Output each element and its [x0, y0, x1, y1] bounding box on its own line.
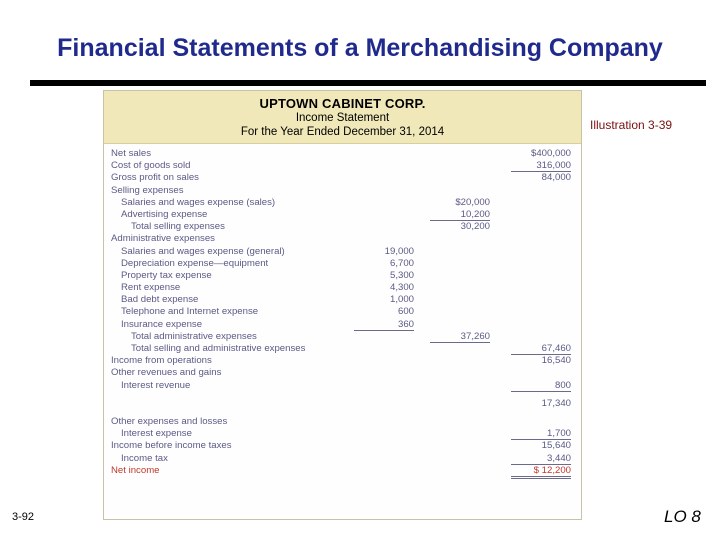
income-statement — [103, 90, 582, 520]
statement-row — [104, 398, 581, 410]
statement-row — [104, 172, 581, 184]
row-amount: 67,460 — [511, 343, 571, 355]
statement-row — [104, 270, 581, 282]
row-label: Advertising expense — [121, 208, 208, 220]
row-amount: $20,000 — [455, 196, 490, 208]
statement-row — [104, 465, 581, 477]
row-amount: 10,200 — [430, 209, 490, 221]
statement-period: For the Year Ended December 31, 2014 — [240, 126, 445, 138]
row-label: Administrative expenses — [111, 233, 215, 245]
row-amount: 1,000 — [389, 294, 414, 306]
row-label: Net income — [111, 464, 160, 476]
statement-row — [104, 209, 581, 221]
row-amount: $400,000 — [530, 148, 571, 159]
row-label: Depreciation expense—equipment — [121, 257, 269, 269]
statement-row — [104, 440, 581, 452]
row-label: Interest expense — [121, 428, 192, 440]
row-amount: $ 12,200 — [511, 465, 571, 479]
row-amount: 360 — [354, 319, 414, 331]
row-amount: 84,000 — [541, 172, 571, 184]
row-label: Income before income taxes — [111, 440, 232, 452]
row-label: Income tax — [121, 452, 168, 464]
row-label: Rent expense — [121, 282, 181, 294]
row-label: Other revenues and gains — [111, 367, 222, 379]
row-amount: 16,540 — [541, 355, 571, 367]
row-label: Selling expenses — [111, 184, 184, 196]
row-label: Other expenses and losses — [111, 415, 228, 427]
statement-row — [104, 306, 581, 318]
page-number: 3-92 — [12, 511, 35, 523]
row-amount: 6,700 — [389, 257, 414, 269]
statement-row — [104, 282, 581, 294]
row-label: Income from operations — [111, 355, 212, 367]
row-label: Telephone and Internet expense — [121, 306, 259, 318]
row-amount: 600 — [397, 306, 414, 318]
statement-row — [104, 221, 581, 233]
row-label: Cost of goods sold — [111, 160, 191, 172]
row-amount: 37,260 — [430, 331, 490, 343]
statement-row — [104, 246, 581, 258]
row-label: Interest revenue — [121, 379, 191, 391]
row-label: Total selling and administrative expenses — [131, 343, 306, 354]
statement-row — [104, 294, 581, 306]
statement-row — [104, 331, 581, 343]
statement-row — [104, 185, 581, 197]
statement-row — [104, 367, 581, 379]
row-amount: 17,340 — [541, 397, 571, 409]
statement-row — [104, 160, 581, 172]
row-amount: 30,200 — [460, 221, 490, 233]
statement-row — [104, 428, 581, 440]
statement-row — [104, 197, 581, 209]
row-label: Insurance expense — [121, 318, 203, 330]
statement-row — [104, 380, 581, 392]
statement-name: Income Statement — [295, 112, 390, 124]
row-amount: 4,300 — [389, 282, 414, 294]
statement-row — [104, 343, 581, 355]
row-amount: 316,000 — [511, 160, 571, 172]
statement-header — [104, 91, 581, 144]
statement-row — [104, 453, 581, 465]
row-amount: 5,300 — [389, 269, 414, 281]
illustration-label: Illustration 3-39 — [590, 118, 673, 132]
row-amount: 1,700 — [511, 428, 571, 440]
row-amount: 15,640 — [541, 440, 571, 452]
slide-title: Financial Statements of a Merchandising Company — [57, 34, 663, 62]
row-label: Bad debt expense — [121, 294, 199, 306]
statement-rows — [104, 148, 581, 477]
statement-row — [104, 148, 581, 160]
row-label: Total selling expenses — [131, 221, 225, 233]
statement-row — [104, 233, 581, 245]
statement-row — [104, 319, 581, 331]
row-label: Salaries and wages expense (general) — [121, 245, 285, 257]
row-label: Property tax expense — [121, 269, 212, 281]
title-divider — [30, 80, 706, 86]
row-label: Salaries and wages expense (sales) — [121, 196, 276, 208]
company-name: UPTOWN CABINET CORP. — [259, 96, 426, 111]
learning-objective: LO 8 — [664, 507, 701, 526]
statement-row — [104, 258, 581, 270]
row-label: Gross profit on sales — [111, 172, 199, 184]
row-label: Net sales — [111, 148, 151, 159]
row-amount: 19,000 — [384, 245, 414, 257]
statement-row — [104, 355, 581, 367]
row-label: Total administrative expenses — [131, 330, 257, 342]
statement-row — [104, 416, 581, 428]
row-amount: 800 — [511, 380, 571, 392]
row-amount: 3,440 — [511, 453, 571, 465]
